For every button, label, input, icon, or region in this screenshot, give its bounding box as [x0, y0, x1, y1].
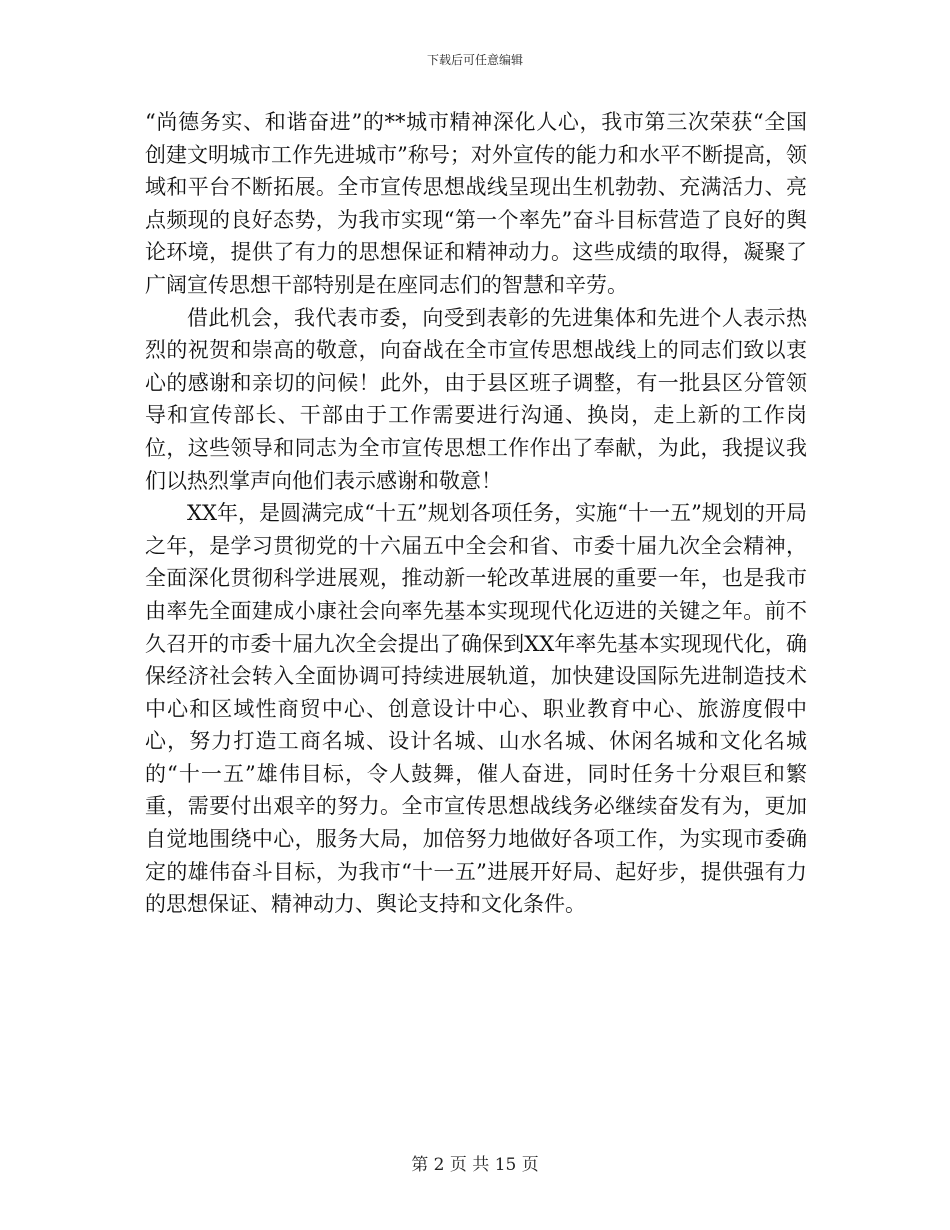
page-header: 下载后可任意编辑 — [426, 53, 523, 67]
document-body — [145, 106, 807, 921]
paragraph-3: XX年，是圆满完成“十五”规划各项任务，实施“十一五”规划的开局之年，是学习贯彻党的十六届五中全会和省、市委十届九次全会精神，全面深化贯彻科学进展观，推动新一轮改革进展的重要一年，也是我市由率先全面建成小康社会向率先基本实现现代化迈进的关键之年。前不久召开的市委十届九次全会提出了确保到XX年率先基本实现现代化，确保经济社会转入全面协调可持续进展轨道，加快建设国际先进制造技术中心和区域性商贸中心、创意设计中心、职业教育中心、旅游度假中心，努力打造工商名城、设计名城、山水名城、休闲名城和文化名城的“十一五”雄伟目标，令人鼓舞，催人奋进，同时任务十分艰巨和繁重，需要付出艰辛的努力。全市宣传思想战线务必继续奋发有为，更加自觉地围绕中心，服务大局，加倍努力地做好各项工作，为实现市委确定的雄伟奋斗目标，为我市“十一五”进展开好局、起好步，提供强有力的思想保证、精神动力、舆论支持和文化条件。 — [145, 501, 807, 917]
paragraph-1: “尚德务实、和谐奋进”的**城市精神深化人心，我市第三次荣获“全国创建文明城市工作先进城市”称号；对外宣传的能力和水平不断提高，领域和平台不断拓展。全市宣传思想战线呈现出生机勃勃、充满活力、亮点频现的良好态势，为我市实现“第一个率先”奋斗目标营造了良好的舆论环境，提供了有力的思想保证和精神动力。这些成绩的取得，凝聚了广阔宣传思想干部特别是在座同志们的智慧和辛劳。 — [145, 110, 807, 297]
paragraph-2: 借此机会，我代表市委，向受到表彰的先进集体和先进个人表示热烈的祝贺和崇高的敬意，向奋战在全市宣传思想战线上的同志们致以衷心的感谢和亲切的问候！此外，由于县区班子调整，有一批县区分管领导和宣传部长、干部由于工作需要进行沟通、换岗，走上新的工作岗位，这些领导和同志为全市宣传思想工作作出了奉献，为此，我提议我们以热烈掌声向他们表示感谢和敬意！ — [145, 305, 807, 493]
page-number-footer: 第 2 页 共 15 页 — [411, 1155, 539, 1175]
